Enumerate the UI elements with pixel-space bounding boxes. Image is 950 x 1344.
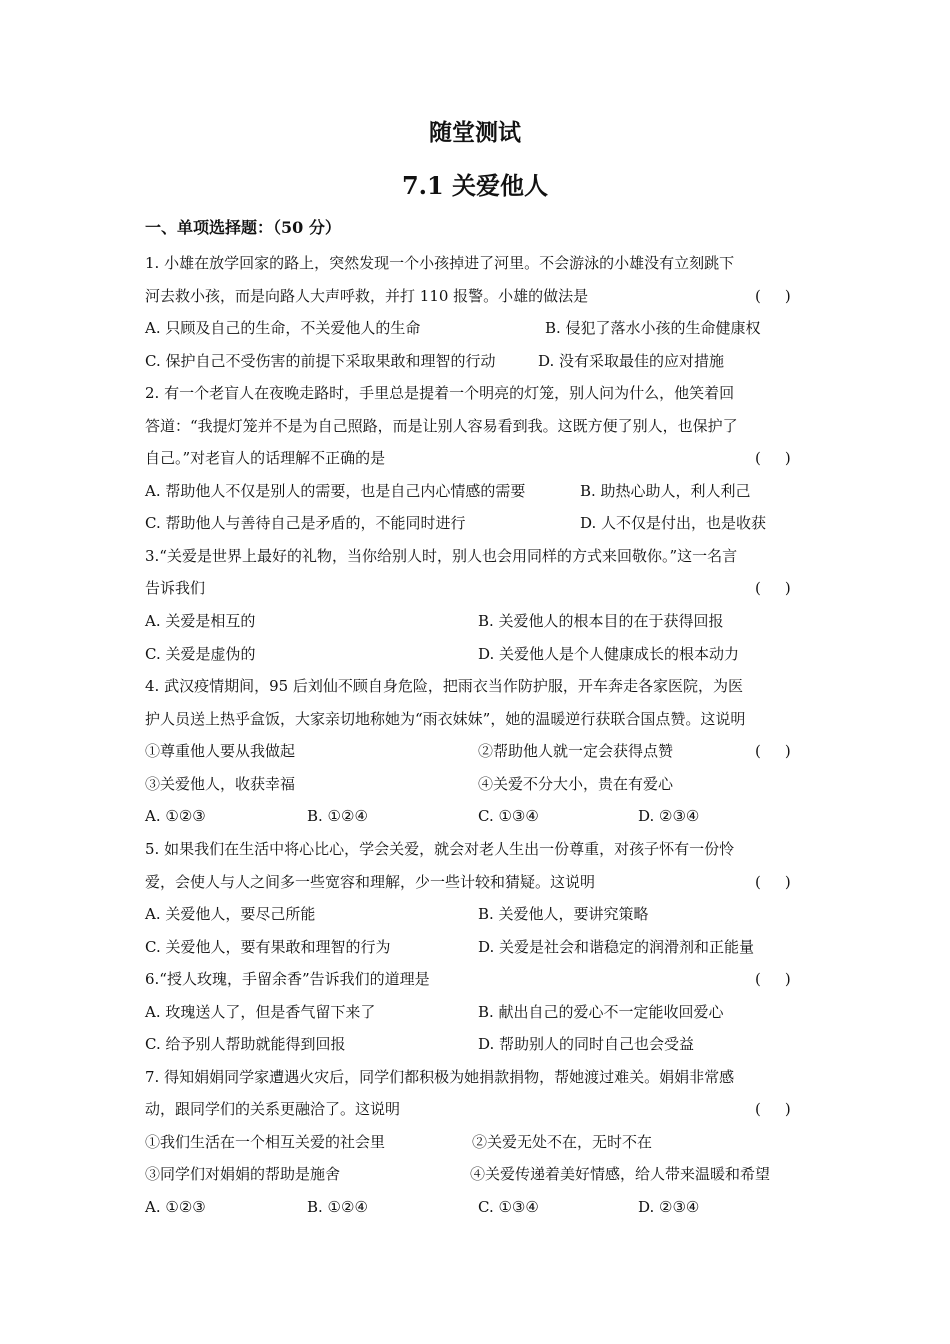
q1-option-a: A. 只顾及自己的生命，不关爱他人的生命 [145, 319, 421, 337]
q1-answer-bracket: ( ) [755, 287, 791, 305]
q1-stem-line-1: 1. 小雄在放学回家的路上，突然发现一个小孩掉进了河里。不会游泳的小雄没有立刻跳下 [145, 254, 735, 272]
q7-option-b: B. ①②④ [307, 1198, 368, 1216]
q7-statement-3: ③同学们对娟娟的帮助是施舍 [145, 1165, 341, 1183]
q7-answer-bracket: ( ) [755, 1100, 791, 1118]
q2-stem-line-1: 2. 有一个老盲人在夜晚走路时，手里总是提着一个明亮的灯笼，别人问为什么，他笑着回 [145, 384, 735, 402]
q4-answer-bracket: ( ) [755, 742, 791, 760]
q2-option-b: B. 助热心助人，利人利己 [580, 482, 751, 500]
q4-option-c: C. ①③④ [478, 807, 539, 825]
q5-option-a: A. 关爱他人，要尽己所能 [145, 905, 316, 923]
q4-statement-2: ②帮助他人就一定会获得点赞 [478, 742, 674, 760]
q4-statement-3: ③关爱他人，收获幸福 [145, 775, 296, 793]
q6-option-b: B. 献出自己的爱心不一定能收回爱心 [478, 1003, 724, 1021]
q4-option-a: A. ①②③ [145, 807, 206, 825]
q3-option-c: C. 关爱是虚伪的 [145, 645, 256, 663]
q5-option-c: C. 关爱他人，要有果敢和理智的行为 [145, 938, 391, 956]
q1-option-c: C. 保护自己不受伤害的前提下采取果敢和理智的行动 [145, 352, 496, 370]
q2-answer-bracket: ( ) [755, 449, 791, 467]
q5-answer-bracket: ( ) [755, 873, 791, 891]
q4-option-b: B. ①②④ [307, 807, 368, 825]
q4-stem-line-2: 护人员送上热乎盒饭，大家亲切地称她为“雨衣妹妹”，她的温暖逆行获联合国点赞。这说明 [145, 710, 746, 728]
q6-stem-line-1: 6.“授人玫瑰，手留余香”告诉我们的道理是 [145, 970, 430, 988]
q7-statement-2: ②关爱无处不在，无时不在 [472, 1133, 653, 1151]
q1-option-b: B. 侵犯了落水小孩的生命健康权 [545, 319, 761, 337]
q6-option-c: C. 给予别人帮助就能得到回报 [145, 1035, 346, 1053]
page-title: 随堂测试 [429, 119, 521, 146]
q3-option-d: D. 关爱他人是个人健康成长的根本动力 [478, 645, 740, 663]
section-heading: 一、单项选择题：（50 分） [145, 218, 341, 237]
q2-option-a: A. 帮助他人不仅是别人的需要，也是自己内心情感的需要 [145, 482, 526, 500]
q5-stem-line-2: 爱，会使人与人之间多一些宽容和理解，少一些计较和猜疑。这说明 [145, 873, 596, 891]
q2-stem-line-3: 自己。”对老盲人的话理解不正确的是 [145, 449, 386, 467]
q6-option-a: A. 玫瑰送人了，但是香气留下来了 [145, 1003, 376, 1021]
q3-stem-line-1: 3.“关爱是世界上最好的礼物，当你给别人时，别人也会用同样的方式来回敬你。”这一名言 [145, 547, 738, 565]
q5-stem-line-1: 5. 如果我们在生活中将心比心，学会关爱，就会对老人生出一份尊重，对孩子怀有一份怜 [145, 840, 735, 858]
q7-option-a: A. ①②③ [145, 1198, 206, 1216]
q7-statement-1: ①我们生活在一个相互关爱的社会里 [145, 1133, 386, 1151]
page-subtitle: 7.1 关爱他人 [401, 171, 549, 200]
q2-option-d: D. 人不仅是付出，也是收获 [580, 514, 767, 532]
q3-stem-line-2: 告诉我们 [145, 579, 206, 597]
q4-option-d: D. ②③④ [638, 807, 700, 825]
q7-statement-4: ④关爱传递着美好情感，给人带来温暖和希望 [470, 1165, 771, 1183]
q4-stem-line-1: 4. 武汉疫情期间，95 后刘仙不顾自身危险，把雨衣当作防护服，开车奔走各家医院，为医 [145, 677, 743, 695]
q1-stem-line-2: 河去救小孩，而是向路人大声呼救，并打 110 报警。小雄的做法是 [145, 287, 589, 305]
q6-answer-bracket: ( ) [755, 970, 791, 988]
q5-option-b: B. 关爱他人，要讲究策略 [478, 905, 649, 923]
q3-option-b: B. 关爱他人的根本目的在于获得回报 [478, 612, 724, 630]
q4-statement-4: ④关爱不分大小，贵在有爱心 [478, 775, 674, 793]
q1-option-d: D. 没有采取最佳的应对措施 [538, 352, 725, 370]
q6-option-d: D. 帮助别人的同时自己也会受益 [478, 1035, 695, 1053]
q4-statement-1: ①尊重他人要从我做起 [145, 742, 296, 760]
q7-option-c: C. ①③④ [478, 1198, 539, 1216]
q7-stem-line-2: 动，跟同学们的关系更融洽了。这说明 [145, 1100, 401, 1118]
q5-option-d: D. 关爱是社会和谐稳定的润滑剂和正能量 [478, 938, 755, 956]
q7-stem-line-1: 7. 得知娟娟同学家遭遇火灾后，同学们都积极为她捐款捐物，帮她渡过难关。娟娟非常感 [145, 1068, 735, 1086]
q7-option-d: D. ②③④ [638, 1198, 700, 1216]
q2-stem-line-2: 答道：“我提灯笼并不是为自己照路，而是让别人容易看到我。这既方便了别人，也保护了 [145, 417, 738, 435]
q2-option-c: C. 帮助他人与善待自己是矛盾的，不能同时进行 [145, 514, 466, 532]
q3-answer-bracket: ( ) [755, 579, 791, 597]
q3-option-a: A. 关爱是相互的 [145, 612, 256, 630]
